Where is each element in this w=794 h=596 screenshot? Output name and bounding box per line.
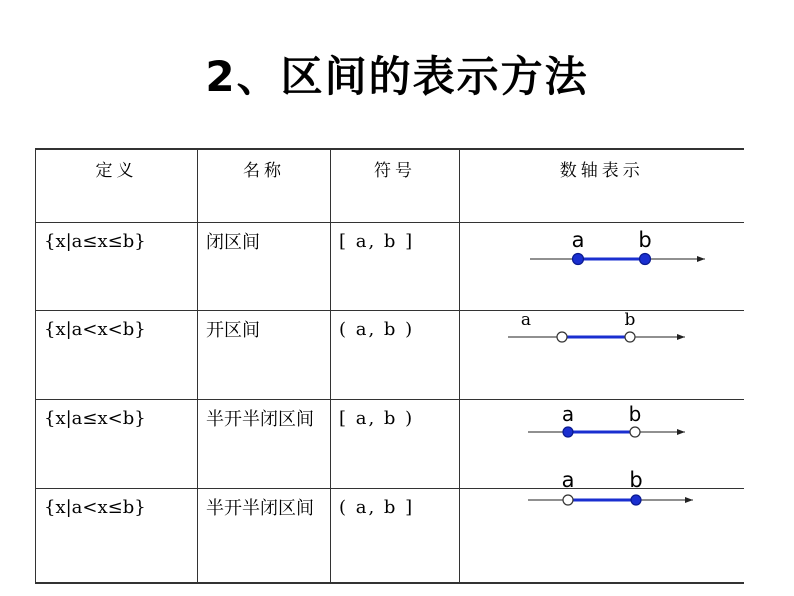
symbol-text: ( a, b ]	[339, 497, 415, 518]
point-a-closed-dot	[563, 427, 573, 437]
symbol-cell	[331, 223, 460, 311]
symbol-text: [ a, b ]	[339, 231, 415, 252]
number-line	[460, 311, 744, 400]
axis-arrow-icon	[677, 334, 685, 340]
page-title: 2、区间的表示方法	[205, 52, 589, 101]
definition-cell: {x|a≤x<b}	[36, 400, 198, 489]
symbol-cell	[331, 311, 460, 400]
number-line-cell	[460, 400, 744, 489]
point-a-open-dot	[557, 332, 567, 342]
point-b-closed-dot	[640, 254, 651, 265]
point-b-open-dot	[630, 427, 640, 437]
point-b-open-dot	[625, 332, 635, 342]
definition-cell: {x|a<x<b}	[36, 311, 198, 400]
label-b: b	[629, 468, 643, 492]
label-a: a	[520, 310, 532, 330]
table-row	[36, 311, 744, 400]
definition-cell: {x|a<x≤b}	[36, 489, 198, 584]
point-b-closed-dot	[631, 495, 641, 505]
number-line-cell	[460, 468, 744, 584]
axis-arrow-icon	[677, 429, 685, 435]
name-cell: 闭区间	[198, 223, 331, 311]
header-symbol: 符号	[331, 149, 460, 223]
symbol-cell	[331, 400, 460, 489]
axis-arrow-icon	[697, 256, 705, 262]
name-cell: 半开半闭区间	[198, 400, 331, 489]
number-line-cell	[460, 311, 744, 400]
symbol-text: [ a, b )	[339, 408, 415, 429]
label-b: b	[628, 402, 642, 426]
axis-arrow-icon	[685, 497, 693, 503]
number-line-cell	[460, 223, 744, 311]
table-header-row	[36, 149, 744, 223]
label-a: a	[561, 468, 575, 492]
interval-notation-table	[35, 148, 744, 584]
name-cell: 开区间	[198, 311, 331, 400]
label-a: a	[561, 402, 575, 426]
symbol-text: ( a, b )	[339, 319, 415, 340]
definition-cell: {x|a≤x≤b}	[36, 223, 198, 311]
label-a: a	[571, 228, 585, 252]
point-a-open-dot	[563, 495, 573, 505]
header-definition: 定义	[36, 149, 198, 223]
label-b: b	[624, 310, 636, 330]
label-b: b	[638, 228, 652, 252]
table-row	[36, 489, 744, 584]
number-line	[460, 223, 744, 311]
header-name: 名称	[198, 149, 331, 223]
name-cell: 半开半闭区间	[198, 489, 331, 584]
header-number-line: 数轴表示	[460, 149, 744, 223]
number-line	[460, 468, 744, 584]
symbol-cell	[331, 489, 460, 584]
point-a-closed-dot	[573, 254, 584, 265]
table-row	[36, 223, 744, 311]
number-line	[460, 400, 744, 489]
